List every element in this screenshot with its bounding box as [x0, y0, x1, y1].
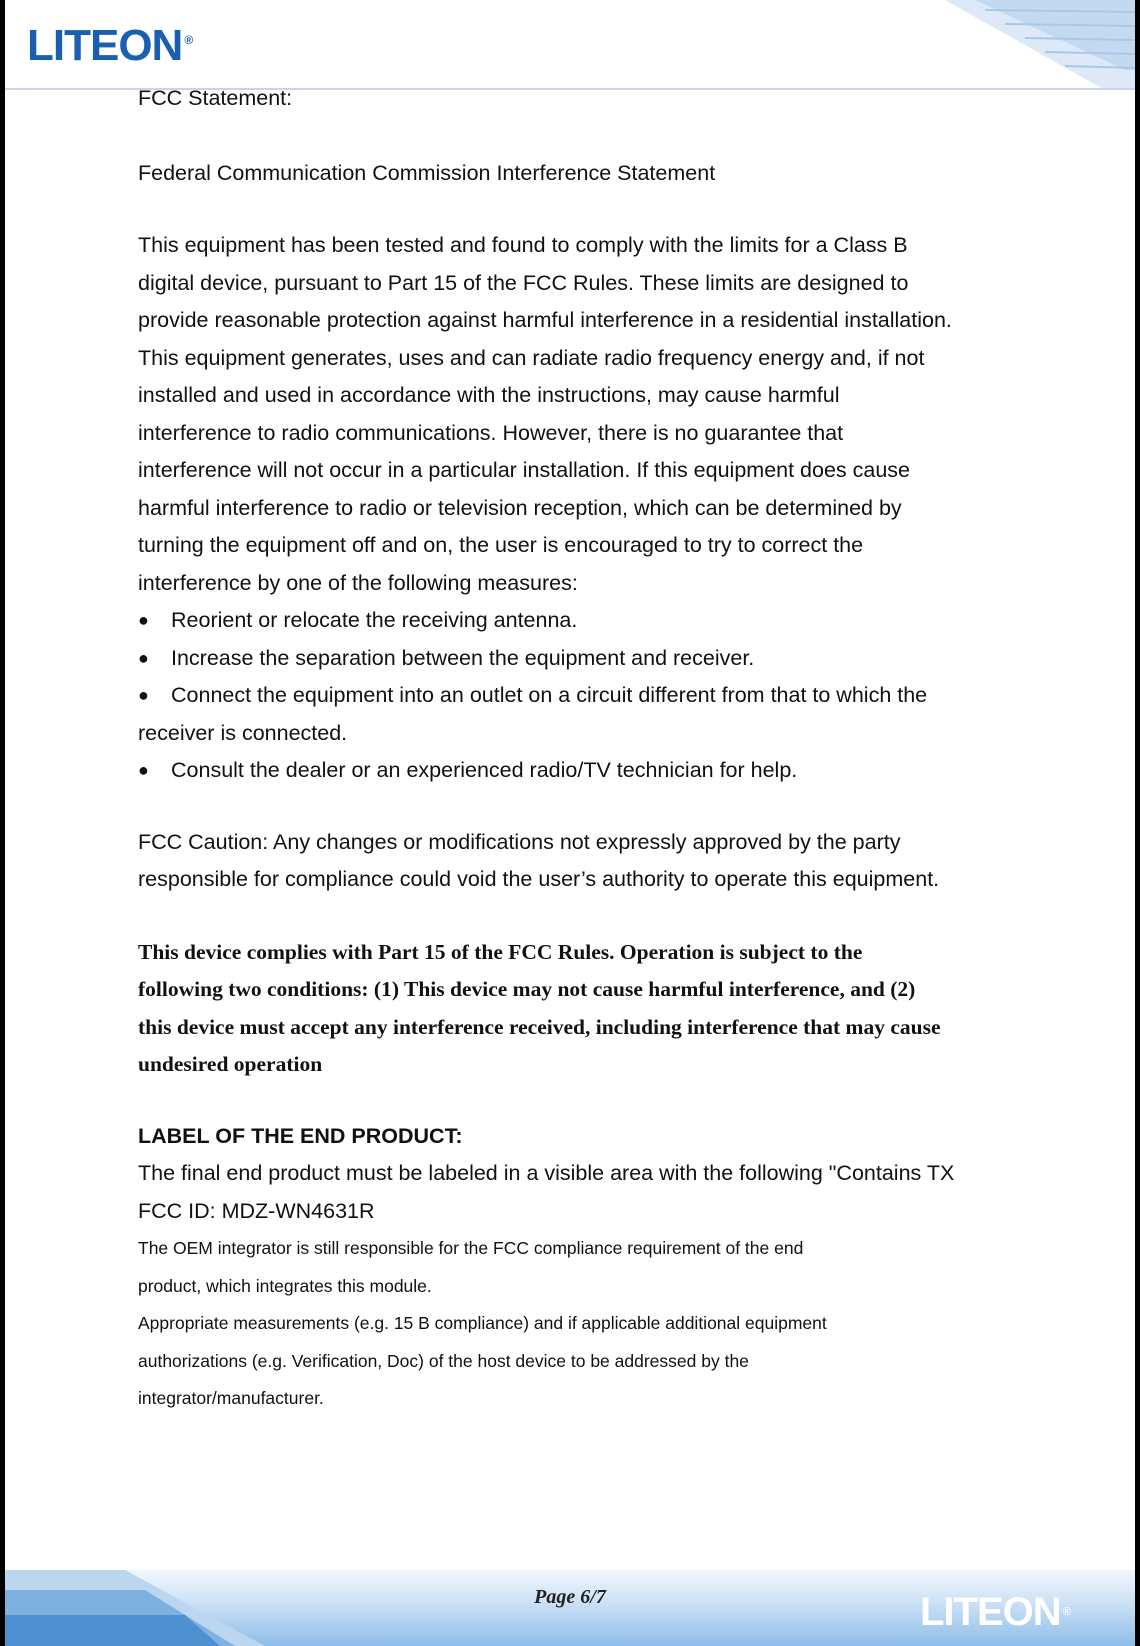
page-number: Page 6/7 — [534, 1586, 606, 1608]
fcc-statement-title: FCC Statement: — [138, 86, 293, 110]
bullet-icon: ● — [138, 610, 149, 630]
document-page — [5, 0, 1135, 1646]
bullet-icon: ● — [138, 647, 149, 668]
list-item-text: Increase the separation between the equipment and receiver. — [171, 645, 755, 670]
paragraph-line: interference to radio communications. However, there is no guarantee that — [138, 420, 844, 445]
list-item — [138, 640, 1038, 678]
oem-line: product, which integrates this module. — [138, 1275, 432, 1296]
oem-line: authorizations (e.g. Verification, Doc) of the host device to be addressed by the — [138, 1350, 749, 1371]
paragraph-line: This equipment generates, uses and can radiate radio frequency energy and, if not — [138, 345, 925, 370]
footer-logo-text: LITEON — [920, 1590, 1061, 1634]
header-swoosh-graphic — [925, 0, 1135, 90]
list-item-continuation: receiver is connected. — [138, 720, 348, 745]
caution-line: FCC Caution: Any changes or modifications not expressly approved by the party — [138, 829, 901, 854]
part15-compliance — [138, 934, 1038, 1084]
paragraph-line: digital device, pursuant to Part 15 of the FCC Rules. These limits are designed to — [138, 270, 909, 295]
label-heading: LABEL OF THE END PRODUCT: — [138, 1123, 463, 1148]
caution-line: responsible for compliance could void the user’s authority to operate this equipment. — [138, 867, 940, 891]
paragraph-line: installed and used in accordance with the instructions, may cause harmful — [138, 383, 840, 407]
interference-statement-title: Federal Communication Commission Interference Statement — [138, 160, 716, 185]
footer-liteon-logo — [920, 1590, 1070, 1634]
part15-line: this device must accept any interference received, including interference that may cause — [138, 1014, 941, 1039]
part15-line: following two conditions: (1) This device may not cause harmful interference, and (2) — [138, 977, 916, 1001]
fcc-caution — [138, 824, 1038, 899]
paragraph-line: interference will not occur in a particular installation. If this equipment does cause — [138, 458, 911, 482]
oem-line: Appropriate measurements (e.g. 15 B compliance) and if applicable additional equipment — [138, 1313, 827, 1333]
label-line: FCC ID: MDZ-WN4631R — [138, 1198, 375, 1223]
footer-registered-mark: ® — [1062, 1606, 1070, 1618]
measures-list — [138, 602, 1038, 790]
list-item — [138, 602, 1038, 640]
list-item-text: Reorient or relocate the receiving antenna. — [171, 608, 578, 632]
part15-line: This device complies with Part 15 of the FCC Rules. Operation is subject to the — [138, 939, 863, 964]
list-item-text: Connect the equipment into an outlet on a circuit different from that to which the — [171, 683, 928, 707]
paragraph-line: harmful interference to radio or television reception, which can be determined by — [138, 495, 902, 520]
part15-line: undesired operation — [138, 1052, 323, 1076]
paragraph-line: turning the equipment off and on, the user is encouraged to try to correct the — [138, 533, 864, 557]
bullet-icon: ● — [138, 685, 149, 705]
interference-paragraph — [138, 227, 1038, 602]
paragraph-line: interference by one of the following measures: — [138, 570, 578, 595]
document-body — [138, 80, 1038, 1418]
liteon-logo — [27, 21, 193, 70]
bullet-icon: ● — [138, 760, 149, 780]
registered-mark: ® — [184, 33, 193, 47]
paragraph-line: provide reasonable protection against harmful interference in a residential installation. — [138, 308, 952, 332]
oem-line: integrator/manufacturer. — [138, 1388, 324, 1408]
label-line: The final end product must be labeled in a visible area with the following "Contains TX — [138, 1161, 955, 1185]
paragraph-line: This equipment has been tested and found to comply with the limits for a Class B — [138, 233, 908, 257]
list-item — [138, 677, 1038, 715]
list-item-text: Consult the dealer or an experienced radio/TV technician for help. — [171, 758, 798, 782]
oem-notes — [138, 1230, 1038, 1418]
list-item — [138, 752, 1038, 790]
logo-text: LITEON — [27, 21, 183, 70]
oem-line: The OEM integrator is still responsible for the FCC compliance requirement of the end — [138, 1238, 804, 1258]
